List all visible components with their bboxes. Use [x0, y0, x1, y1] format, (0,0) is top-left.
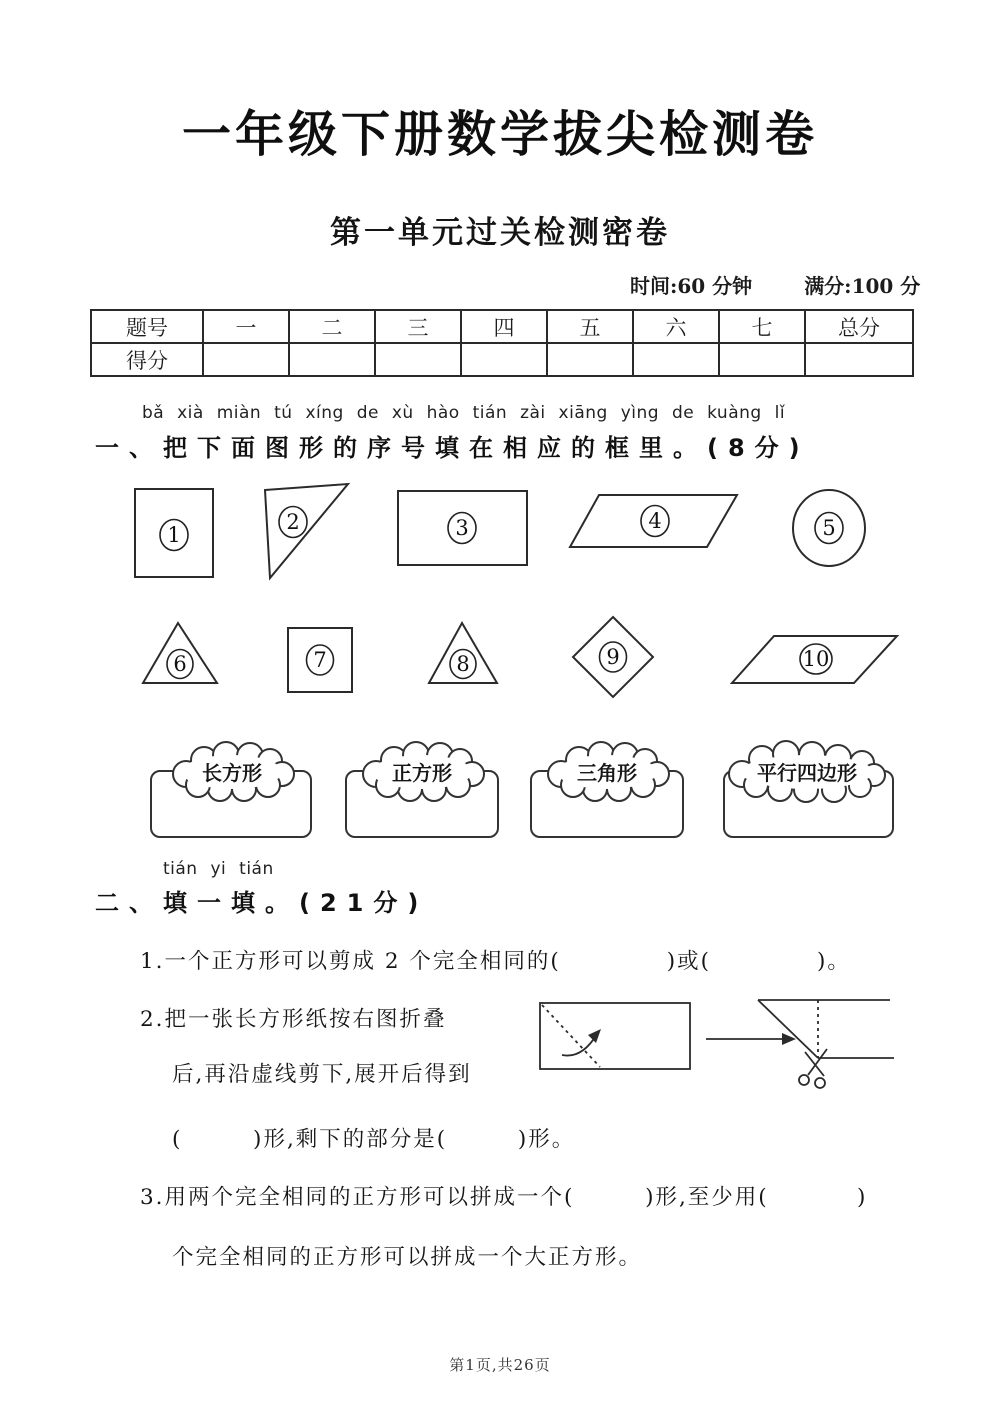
shape-number: 9 — [606, 645, 620, 669]
fold-arrow-head — [588, 1029, 601, 1043]
question-1-text: 1.一个正方形可以剪成 2 个完全相同的( )或( )。 — [140, 949, 851, 974]
score-header-cell: 六 — [633, 310, 719, 343]
score-cell-empty — [289, 343, 375, 376]
score-header-cell: 七 — [719, 310, 805, 343]
page-number-footer: 第1页,共26页 — [449, 1356, 551, 1374]
exam-meta — [630, 270, 920, 299]
shape-3-rectangle — [396, 489, 529, 567]
cloud-label-text: 正方形 — [392, 761, 452, 785]
shape-9-diamond — [570, 615, 656, 699]
cloud-label-square — [356, 744, 488, 798]
cloud-label-text: 平行四边形 — [757, 761, 857, 785]
folded-diagonal-edge — [758, 1000, 818, 1058]
page-title: 一年级下册数学拔尖检测卷 — [181, 106, 818, 163]
full-score: 满分:100 分 — [804, 274, 921, 298]
shape-10-parallelogram — [730, 634, 900, 686]
score-header-cell: 三 — [375, 310, 461, 343]
shape-number: 5 — [822, 516, 836, 540]
section1-pinyin: bǎ xià miàn tú xíng de xù hào tián zài xiāng yìng de kuàng lǐ — [142, 403, 786, 423]
score-table-score-row — [91, 343, 913, 376]
section1-heading: 一、把下面图形的序号填在相应的框里。(8分) — [95, 434, 810, 462]
unit-subtitle: 第一单元过关检测密卷 — [330, 215, 670, 251]
shape-6-triangle — [140, 620, 220, 686]
cloud-label-text: 长方形 — [202, 761, 262, 785]
score-header-cell: 二 — [289, 310, 375, 343]
cloud-label-rectangle — [166, 744, 298, 798]
score-row-label: 得分 — [91, 343, 203, 376]
time-limit: 时间:60 分钟 — [630, 274, 753, 298]
rectangle-paper — [540, 1003, 690, 1069]
shape-number: 3 — [455, 516, 469, 540]
fold-and-cut-figure — [538, 993, 900, 1105]
score-header-cell: 一 — [203, 310, 289, 343]
section2-heading: 二、填一填。(21分) — [95, 889, 429, 917]
score-table — [90, 309, 914, 377]
shape-number: 2 — [286, 510, 300, 534]
score-cell-empty — [547, 343, 633, 376]
score-header-cell: 总分 — [805, 310, 913, 343]
question-2-line1: 2.把一张长方形纸按右图折叠 — [140, 1007, 447, 1032]
cloud-label-triangle — [541, 744, 673, 798]
shape-5-circle — [790, 487, 868, 569]
cloud-label-text: 三角形 — [577, 761, 637, 785]
section2-pinyin: tián yi tián — [163, 859, 274, 879]
shape-8-triangle — [426, 620, 500, 686]
scissors-icon — [799, 1049, 827, 1088]
question-2-line3: ( )形,剩下的部分是( )形。 — [172, 1127, 576, 1152]
shape-number: 6 — [173, 652, 187, 676]
shape-1-square — [133, 487, 215, 579]
score-cell-empty — [719, 343, 805, 376]
shape-number: 10 — [802, 647, 830, 671]
score-cell-empty — [805, 343, 913, 376]
shape-number: 7 — [313, 648, 327, 672]
shape-number: 1 — [167, 523, 181, 547]
score-header-cell: 四 — [461, 310, 547, 343]
score-cell-empty — [633, 343, 719, 376]
shape-7-square — [286, 626, 354, 694]
shape-2-right-triangle — [256, 480, 352, 582]
score-cell-empty — [375, 343, 461, 376]
question-3-line1: 3.用两个完全相同的正方形可以拼成一个( )形,至少用( ) — [140, 1185, 868, 1210]
score-table-header-row — [91, 310, 913, 343]
question-3-line2: 个完全相同的正方形可以拼成一个大正方形。 — [172, 1245, 643, 1270]
score-header-cell: 题号 — [91, 310, 203, 343]
shape-4-parallelogram — [567, 492, 740, 550]
shape-number: 8 — [456, 652, 470, 676]
score-cell-empty — [461, 343, 547, 376]
score-header-cell: 五 — [547, 310, 633, 343]
score-cell-empty — [203, 343, 289, 376]
shape-outline — [265, 484, 348, 578]
cloud-label-parallelogram — [722, 744, 892, 798]
question-2-line2: 后,再沿虚线剪下,展开后得到 — [172, 1062, 472, 1087]
shape-number: 4 — [648, 509, 662, 533]
